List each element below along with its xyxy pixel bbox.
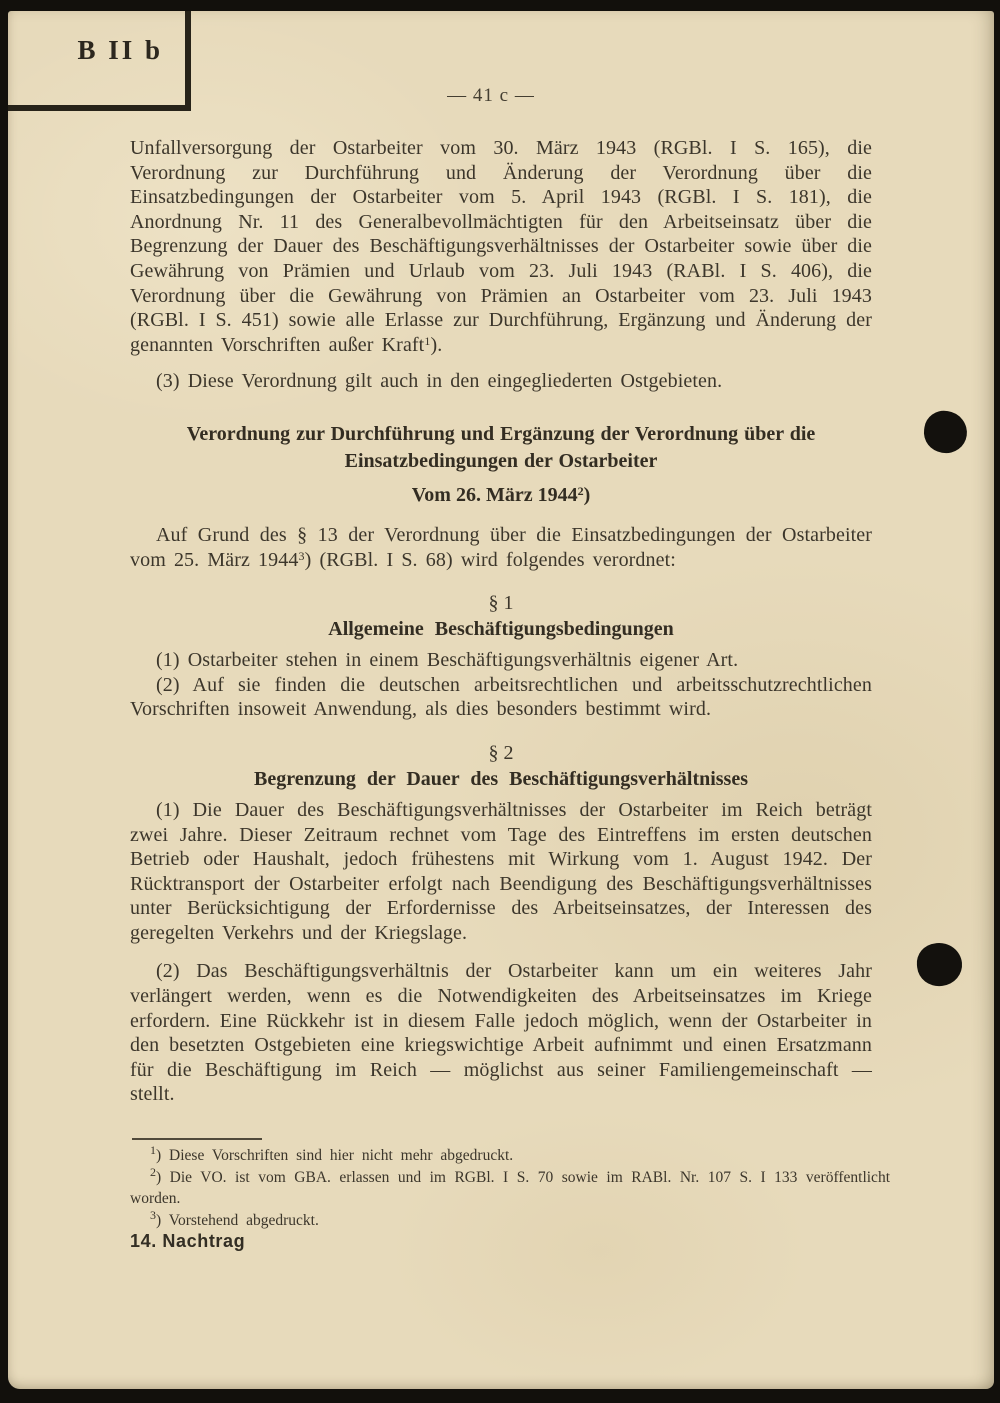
section-2-heading: Begrenzung der Dauer des Beschäftigungsverhältnisses bbox=[253, 767, 749, 790]
footnote-1-text: ) Diese Vorschriften sind hier nicht mehr abgedruckt. bbox=[156, 1147, 514, 1164]
footnote-1-marker: 1 bbox=[150, 1143, 156, 1157]
section-1-number: § 1 bbox=[488, 592, 514, 615]
footnote-3 bbox=[130, 1207, 890, 1232]
footnote-1 bbox=[130, 1145, 890, 1167]
punch-hole-bottom bbox=[915, 941, 964, 988]
page-number: — 41 c — bbox=[447, 85, 535, 106]
paper-sheet bbox=[8, 11, 994, 1389]
preamble-paragraph bbox=[130, 523, 872, 572]
footnote-2 bbox=[130, 1164, 890, 1210]
footnote-separator-rule bbox=[132, 1138, 262, 1140]
footnote-3-marker: 3 bbox=[150, 1207, 156, 1222]
punch-hole-top bbox=[921, 408, 969, 456]
preamble-suffix: ) (RGBl. I S. 68) wird folgendes verordnet: bbox=[304, 548, 676, 571]
footnotes-block bbox=[130, 1138, 890, 1231]
paragraph-continuation-text: Unfallversorgung der Ostarbeiter vom 30. März 1943 (RGBl. I S. 165), die Verordnung zur Durchführung und Änderung der Verordnung über die Einsatzbedingungen der Ostarbeiter vom 5. April 1943 (RGBl. I S. 181), die Anordnung Nr. 11 des Generalbevollmächtigten für den Arbeitseinsatz über die Begrenzung der Dauer des Beschäftigungsverhältnisses der Ostarbeiter sowie über die Gewährung von Prämien und Urlaub vom 23. Juli 1943 (RABl. I S. 406), die Verordnung über die Gewährung von Prämien an Ostarbeiter vom 23. Juli 1943 (RGBl. I S. 451) sowie alle Erlasse zur Durchführung, Ergänzung und Änderung der genannten Vorschriften außer Kraft bbox=[130, 137, 872, 356]
text-column bbox=[130, 11, 872, 1107]
section-1-paragraph-1: (1) Ostarbeiter stehen in einem Beschäftigungsverhältnis eigener Art. bbox=[156, 649, 739, 672]
section-2-paragraph-1: (1) Die Dauer des Beschäftigungsverhältnisses der Ostarbeiter im Reich beträgt zwei Jahre. Dieser Zeitraum rechnet vom Tage des Eintreffens im ersten deutschen Betrieb oder Haushalt, jedoch frühestens mit Wirkung vom 1. August 1942. Der Rücktransport der Ostarbeiter erfolgt nach Beendigung des Beschäftigungsverhältnisses unter Berücksichtigung der Erfordernisse des Arbeitseinsatzes, der Interessen des geregelten Verkehrs und der Kriegslage. bbox=[130, 798, 872, 944]
preamble-text: Auf Grund des § 13 der Verordnung über die Einsatzbedingungen der Ostarbeiter vom 25. März 1944 bbox=[130, 523, 872, 571]
footnote-ref-3: 3 bbox=[298, 548, 305, 563]
footnote-2-text: ) Die VO. ist vom GBA. erlassen und im RGBl. I S. 70 sowie im RABl. Nr. 107 S. I 133 veröffentlicht worden. bbox=[130, 1168, 890, 1207]
section-2-number: § 2 bbox=[488, 741, 514, 764]
decree-date-line bbox=[130, 484, 872, 507]
decree-title: Verordnung zur Durchführung und Ergänzung der Verordnung über die Einsatzbedingungen der Ostarbeiter bbox=[186, 422, 816, 472]
footnote-ref-2: 2 bbox=[577, 483, 584, 498]
footnote-3-text: ) Vorstehend abgedruckt. bbox=[156, 1211, 319, 1229]
paragraph-continuation bbox=[130, 136, 872, 357]
section-1-heading: Allgemeine Beschäftigungsbedingungen bbox=[328, 618, 674, 641]
decree-date-suffix: ) bbox=[583, 483, 591, 506]
paragraph-continuation-suffix: ). bbox=[430, 333, 443, 356]
footnote-2-marker: 2 bbox=[150, 1164, 156, 1179]
supplement-footer: 14. Nachtrag bbox=[130, 1231, 246, 1251]
footnote-ref-1: 1 bbox=[424, 333, 431, 348]
section-2-paragraph-2: (2) Das Beschäftigungsverhältnis der Ostarbeiter kann um ein weiteres Jahr verlängert werden, wenn es die Notwendigkeiten des Arbeitseinsatzes im Kriege erfordern. Eine Rückkehr ist in diesem Falle jedoch möglich, wenn der Ostarbeiter in den besetzten Ostgebieten eine kriegswichtige Arbeit aufnimmt und einen Ersatzmann für die Beschäftigung im Reich — möglichst aus seiner Familiengemeinschaft — stellt. bbox=[130, 960, 872, 1106]
paragraph-3: (3) Diese Verordnung gilt auch in den eingegliederten Ostgebieten. bbox=[156, 370, 723, 393]
decree-date-text: Vom 26. März 1944 bbox=[411, 483, 578, 506]
registry-label: B II b bbox=[77, 35, 163, 65]
section-1-paragraph-2: (2) Auf sie finden die deutschen arbeitsrechtlichen und arbeitsschutzrechtlichen Vorschriften insoweit Anwendung, als dies besonders bestimmt wird. bbox=[130, 673, 872, 721]
